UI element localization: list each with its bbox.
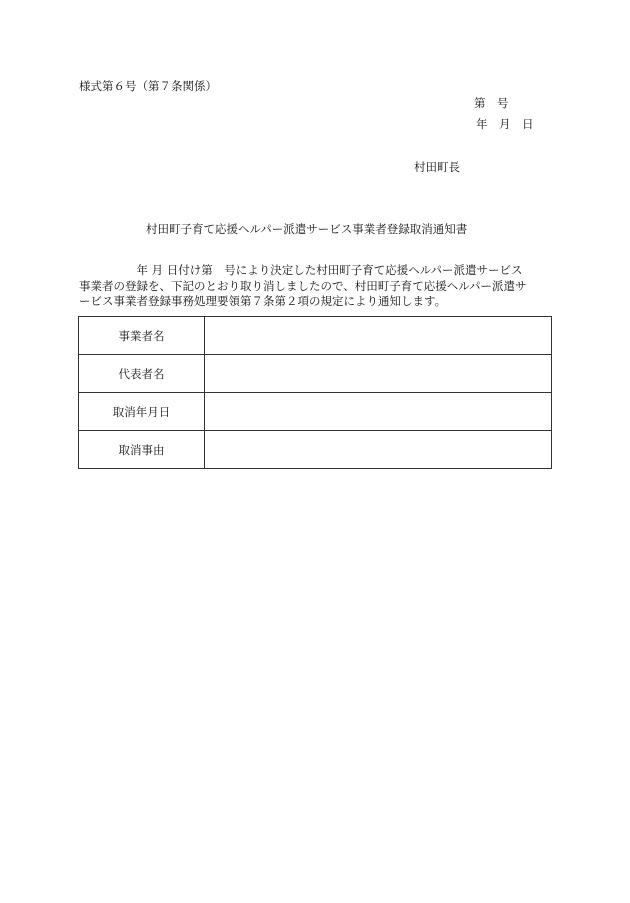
row-value (205, 393, 552, 431)
table-row (79, 431, 552, 469)
issuer: 村田町長 (414, 160, 460, 174)
document-number: 第 号 (474, 96, 509, 110)
body-text (79, 263, 526, 310)
row-label: 取消年月日 (79, 393, 205, 431)
registration-table (78, 316, 552, 469)
document-title: 村田町子育て応援ヘルパー派遣サービス事業者登録取消通知書 (146, 222, 468, 236)
body-line: 年 月 日付け第 号により決定した村田町子育て応援ヘルパー派遣サービス (79, 263, 523, 277)
table-row (79, 393, 552, 431)
table-row (79, 355, 552, 393)
row-value (205, 431, 552, 469)
row-label: 代表者名 (79, 355, 205, 393)
document-date: 年 月 日 (476, 117, 534, 131)
table-row (79, 317, 552, 355)
body-line: 事業者の登録を、下記のとおり取り消しましたので、村田町子育て応援ヘルパー派遣サ (79, 278, 527, 293)
row-value (205, 355, 552, 393)
row-label: 事業者名 (79, 317, 205, 355)
row-value (205, 317, 552, 355)
row-label: 取消事由 (79, 431, 205, 469)
form-number: 様式第６号（第７条関係） (79, 79, 217, 93)
body-line: ービス事業者登録事務処理要領第７条第２項の規定により通知します。 (79, 294, 447, 308)
